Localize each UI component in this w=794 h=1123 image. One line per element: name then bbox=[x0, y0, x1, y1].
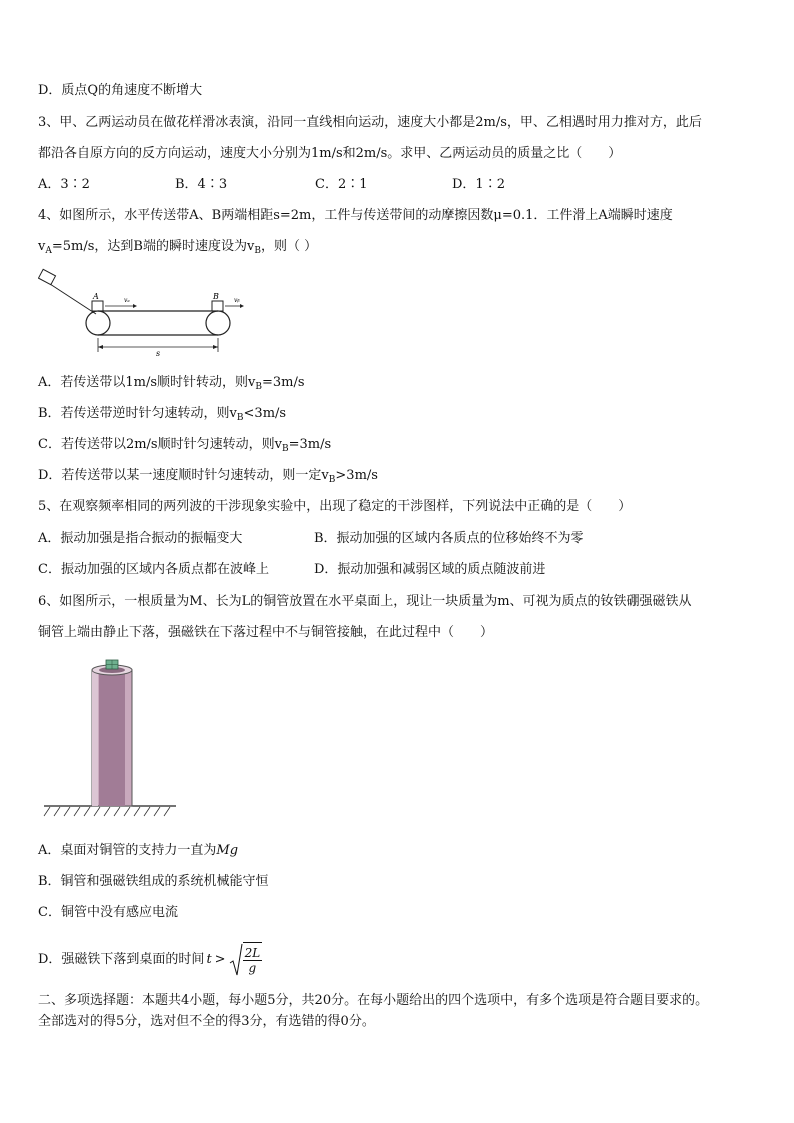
q4-option-c: C．若传送带以2m/s顺时针匀速转动，则$v_B=3m/s$ bbox=[38, 437, 332, 454]
q6-option-c: C．铜管中没有感应电流 bbox=[38, 905, 178, 920]
q4-stem-line2: $v_A=5m/s$，达到B端的瞬时速度设为$v_B$，则（ ） bbox=[38, 239, 318, 256]
q3-option-a: A．3∶2 bbox=[38, 177, 90, 192]
q5-option-b: B．振动加强的区域内各质点的位移始终不为零 bbox=[314, 531, 584, 546]
conveyor-belt-figure bbox=[38, 268, 248, 363]
block-b bbox=[212, 301, 223, 311]
q4-option-d: D．若传送带以某一速度顺时针匀速转动，则一定$v_B>3m/s$ bbox=[38, 468, 378, 485]
q3-options bbox=[38, 177, 638, 193]
copper-tube-figure bbox=[40, 656, 180, 824]
label-a: A bbox=[93, 292, 99, 301]
label-s: s bbox=[156, 349, 161, 358]
q5-options-row1 bbox=[38, 531, 678, 547]
ramp-line bbox=[50, 284, 96, 314]
section2-heading-line1: 二、多项选择题：本题共4小题，每小题5分，共20分。在每小题给出的四个选项中，有多个选项是符合题目要求的。 bbox=[38, 993, 709, 1008]
label-vb: vᵦ bbox=[234, 297, 240, 304]
q3-stem-line1: 3、甲、乙两运动员在做花样滑冰表演，沿同一直线相向运动，速度大小都是2m/s，甲、乙相遇时用力推对方，此后 bbox=[38, 115, 702, 130]
table-hatching bbox=[44, 807, 170, 816]
left-pulley bbox=[86, 311, 110, 335]
q3-option-d: D．1∶2 bbox=[452, 177, 505, 192]
section2-heading-line2: 全部选对的得5分，选对但不全的得3分，有选错的得0分。 bbox=[38, 1014, 375, 1029]
q4-option-b: B．若传送带逆时针匀速转动，则$v_B<3m/s$ bbox=[38, 406, 287, 423]
q4-stem-line1: 4、如图所示，水平传送带A、B两端相距s=2m，工件与传送带间的动摩擦因数μ=0.1．工件滑上A端瞬时速度 bbox=[38, 208, 673, 223]
q3-stem-line2: 都沿各自原方向的反方向运动，速度大小分别为1m/s和2m/s。求甲、乙两运动员的质量之比（ ） bbox=[38, 146, 622, 161]
q5-stem: 5、在观察频率相同的两列波的干涉现象实验中，出现了稳定的干涉图样，下列说法中正确的是（ ） bbox=[38, 499, 632, 514]
q6-option-d: D．强磁铁下落到桌面的时间 t > $\frac{2L}{g}$ bbox=[38, 940, 262, 976]
ramp-block bbox=[38, 269, 55, 284]
right-pulley bbox=[206, 311, 230, 335]
label-va: vₐ bbox=[124, 297, 130, 304]
q6-option-a: A．桌面对铜管的支持力一直为Mg bbox=[38, 843, 239, 858]
q2-option-d: D．质点Q的角速度不断增大 bbox=[38, 83, 203, 98]
q5-option-d: D．振动加强和减弱区域的质点随波前进 bbox=[314, 562, 546, 577]
q5-option-c: C．振动加强的区域内各质点都在波峰上 bbox=[38, 562, 269, 577]
q6-stem-line1: 6、如图所示，一根质量为M、长为L的铜管放置在水平桌面上，现让一块质量为m、可视为质点的钕铁硼强磁铁从 bbox=[38, 594, 692, 609]
q3-option-b: B．4∶3 bbox=[175, 177, 228, 192]
q5-options-row2 bbox=[38, 562, 678, 578]
block-a bbox=[92, 301, 103, 311]
q3-option-c: C．2∶1 bbox=[315, 177, 368, 192]
q6-option-b: B．铜管和强磁铁组成的系统机械能守恒 bbox=[38, 874, 269, 889]
q4-option-a: A．若传送带以1m/s顺时针转动，则$v_B=3m/s$ bbox=[38, 375, 305, 392]
q5-option-a: A．振动加强是指合振动的振幅变大 bbox=[38, 531, 243, 546]
sqrt-expression: $\frac{2L}{g}$ bbox=[229, 940, 263, 979]
label-b: B bbox=[213, 292, 219, 301]
q6-stem-line2: 铜管上端由静止下落，强磁铁在下落过程中不与铜管接触，在此过程中（ ） bbox=[38, 625, 494, 640]
tube-inner-shade bbox=[99, 672, 125, 806]
